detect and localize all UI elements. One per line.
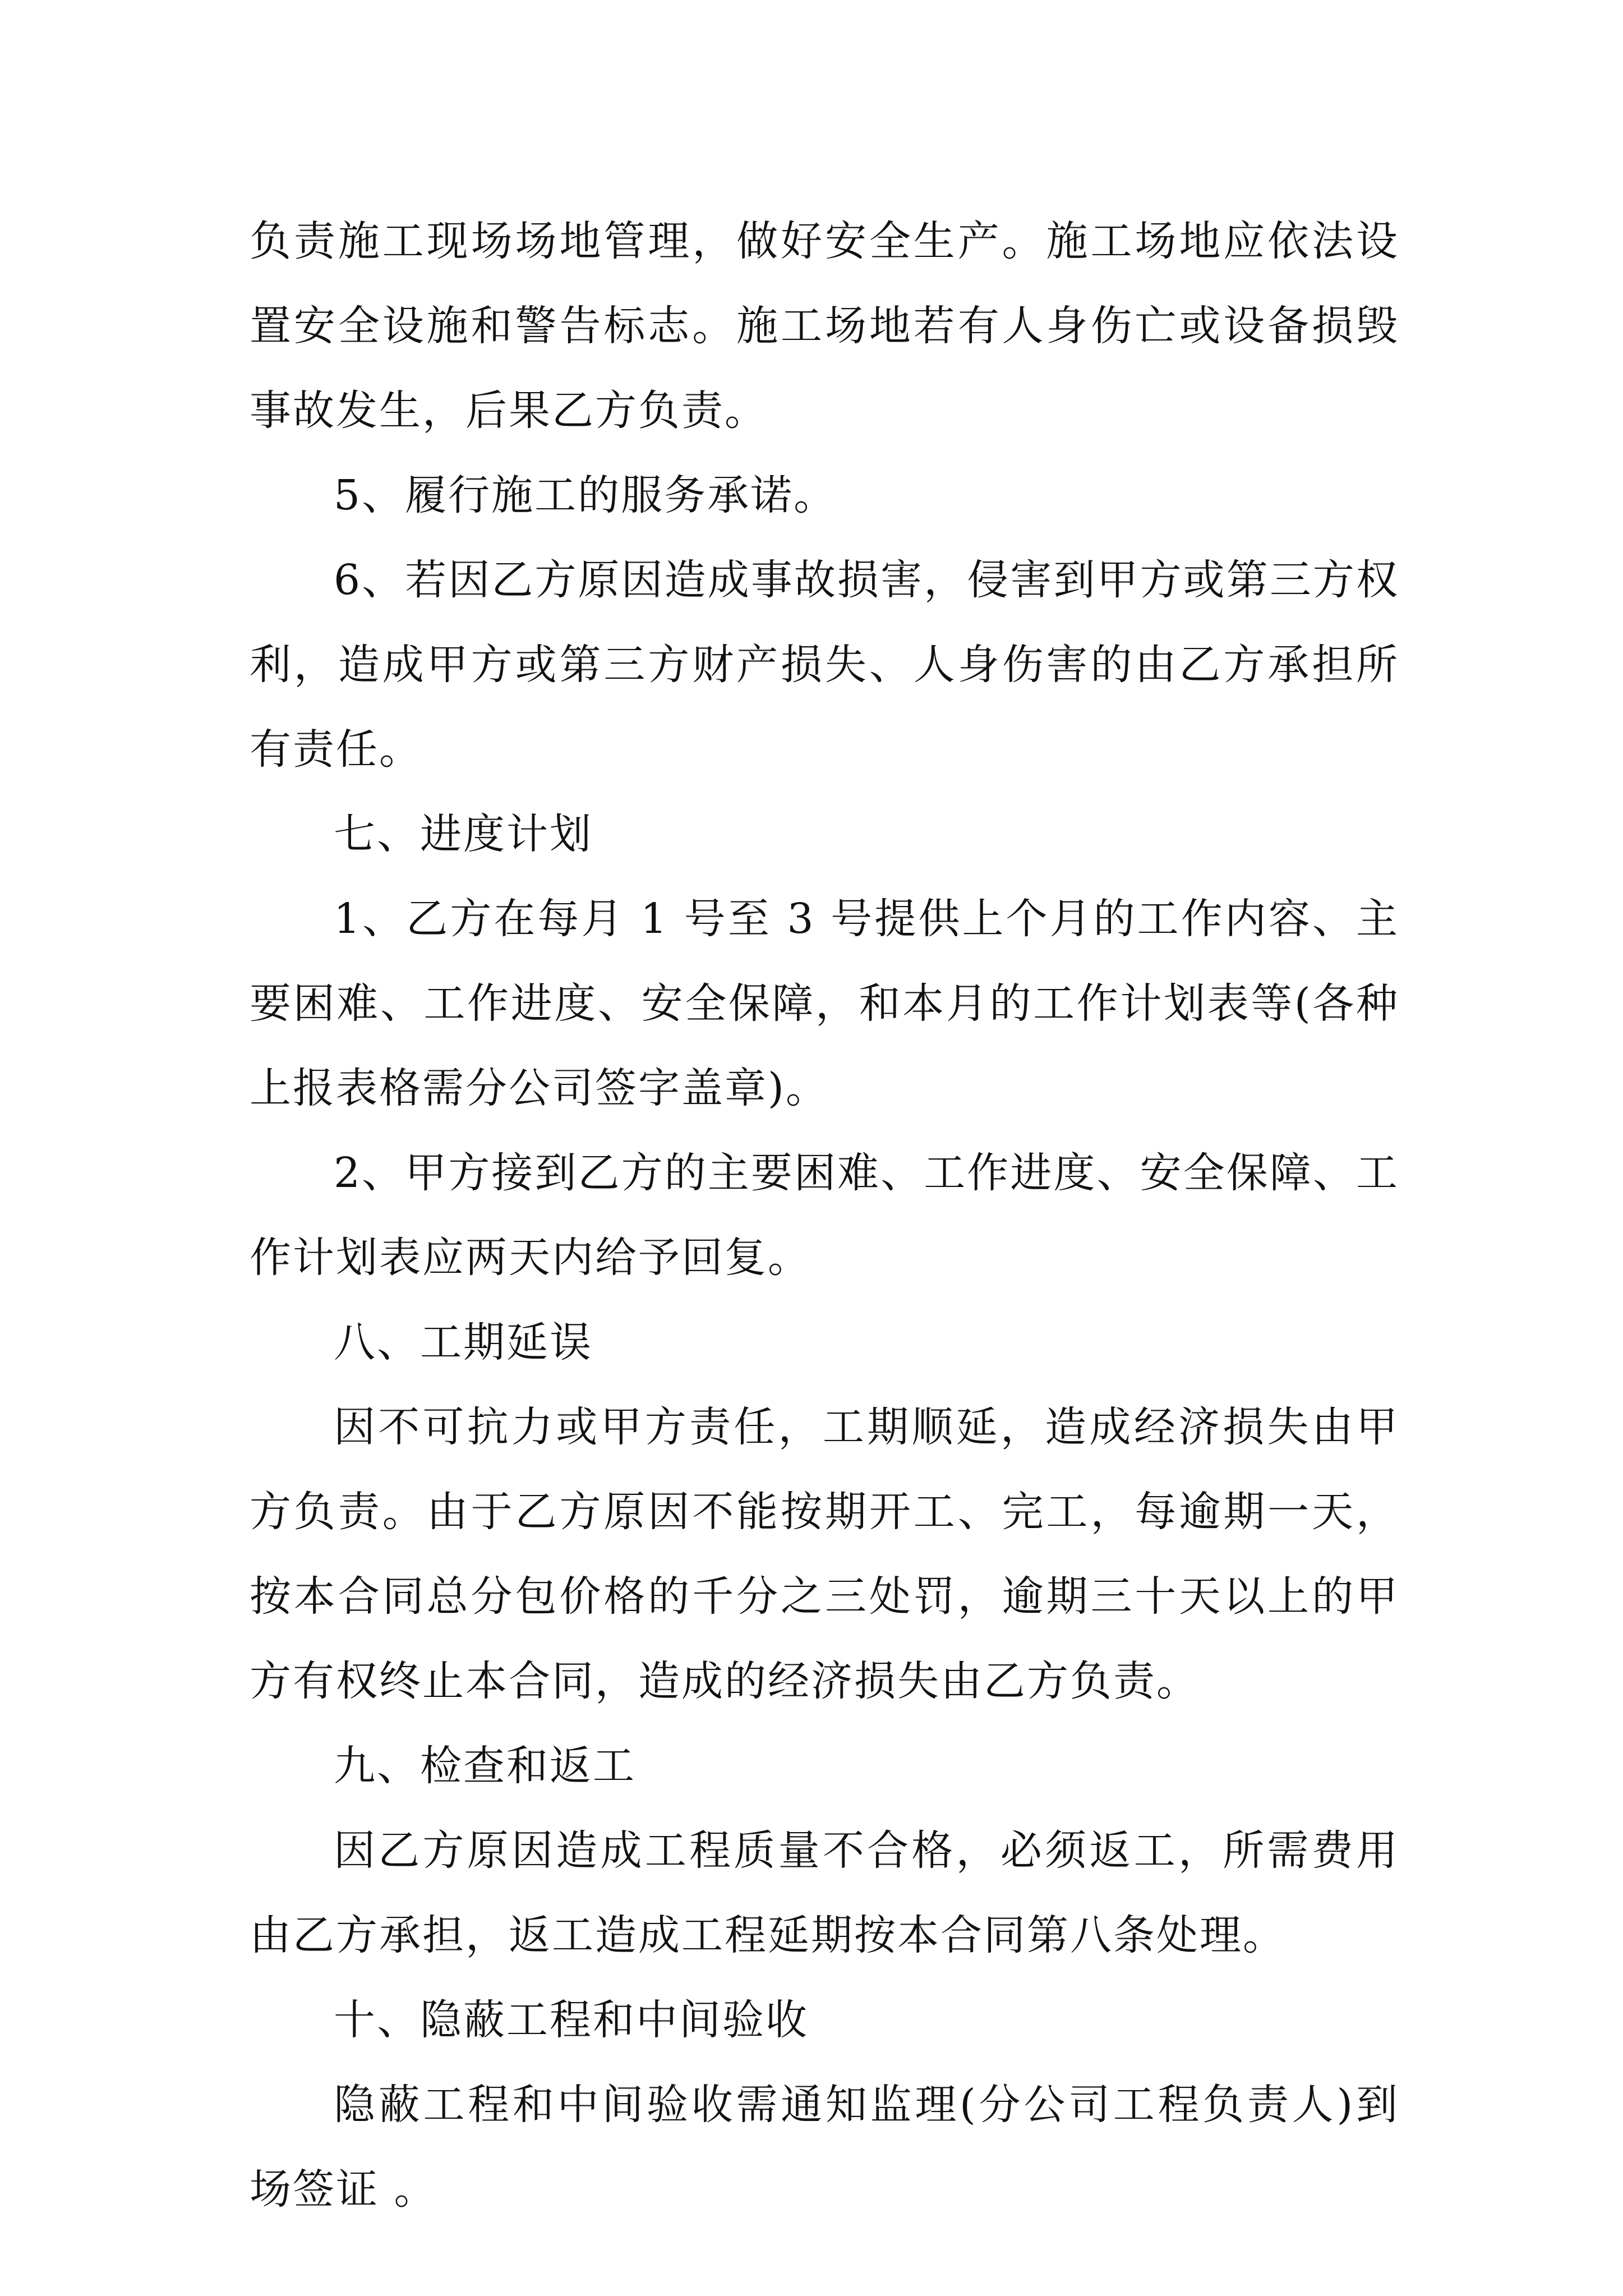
paragraph-schedule-1: 1、乙方在每月 1 号至 3 号提供上个月的工作内容、主要困难、工作进度、安全保障，和本月的工作计划表等(各种上报表格需分公司签字盖章)。 xyxy=(250,895,1399,1112)
paragraph-concealed-works-1: 隐蔽工程和中间验收需通知监理(分公司工程负责人)到场签证 。 xyxy=(250,2081,1399,2214)
contract-body xyxy=(250,199,1399,2232)
section-heading-concealed-works: 十、隐蔽工程和中间验收 xyxy=(334,1996,809,2044)
section-heading-inspection: 九、检查和返工 xyxy=(334,1742,636,1790)
paragraph-inspection-1: 因乙方原因造成工程质量不合格，必须返工，所需费用由乙方承担，返工造成工程延期按本合同第八条处理。 xyxy=(250,1826,1399,1959)
paragraph-item-5: 5、履行施工的服务承诺。 xyxy=(334,471,837,519)
paragraph-schedule-2: 2、甲方接到乙方的主要困难、工作进度、安全保障、工作计划表应两天内给予回复。 xyxy=(250,1149,1399,1282)
section-heading-schedule: 七、进度计划 xyxy=(334,810,593,858)
paragraph-delay-1: 因不可抗力或甲方责任，工期顺延，造成经济损失由甲方负责。由于乙方原因不能按期开工、完工，每逾期一天，按本合同总分包价格的千分之三处罚，逾期三十天以上的甲方有权终止本合同，造成的经济损失由乙方负责。 xyxy=(250,1403,1399,1705)
paragraph-item-6: 6、若因乙方原因造成事故损害，侵害到甲方或第三方权利，造成甲方或第三方财产损失、人身伤害的由乙方承担所有责任。 xyxy=(250,556,1399,774)
section-heading-delay: 八、工期延误 xyxy=(334,1318,593,1366)
paragraph-safety-continued: 负责施工现场场地管理，做好安全生产。施工场地应依法设置安全设施和警告标志。施工场地若有人身伤亡或设备损毁事故发生，后果乙方负责。 xyxy=(250,217,1399,435)
